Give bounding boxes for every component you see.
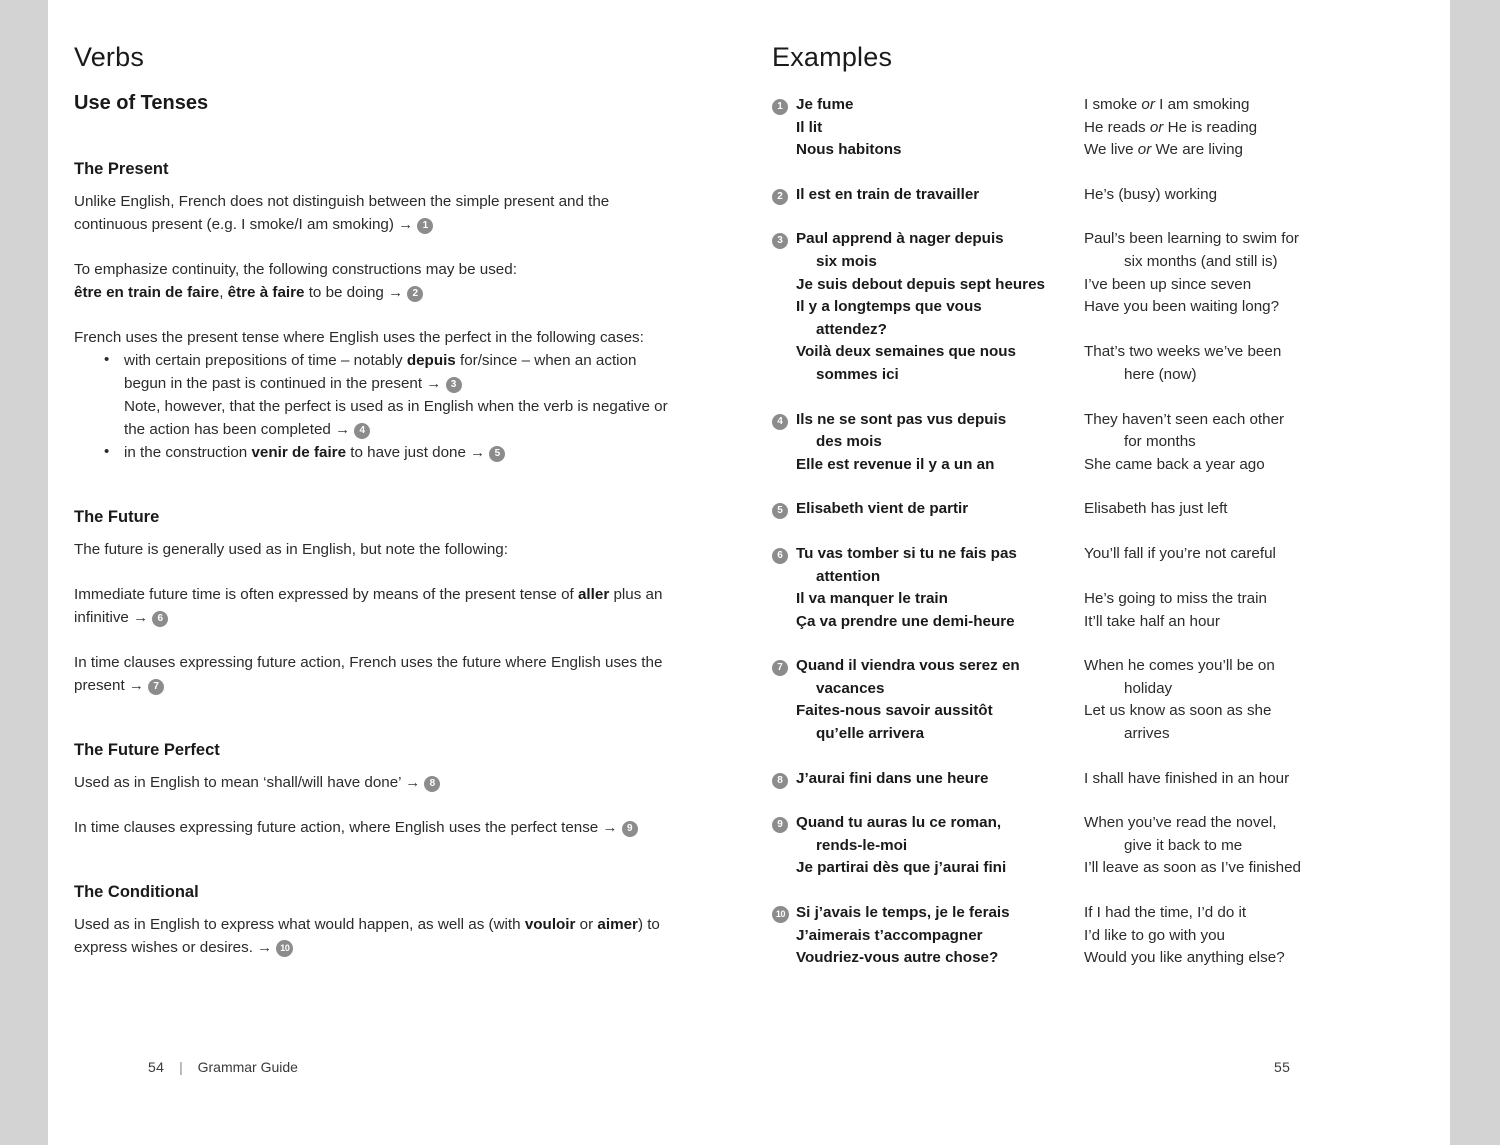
- example-rows: [796, 498, 1372, 521]
- example-english: Paul’s been learning to swim for: [1084, 230, 1299, 248]
- example-french: rends-le-moi: [816, 836, 908, 854]
- example-english: That’s two weeks we’ve been: [1084, 343, 1282, 361]
- example-rows: [796, 184, 1372, 207]
- arrow-icon: →: [398, 216, 414, 233]
- example-row: [796, 364, 1372, 387]
- example-group-8: [772, 768, 1372, 791]
- page-title: Verbs: [74, 42, 145, 72]
- example-badge-10: 10: [772, 906, 789, 923]
- paragraph-futperf-p2: In time clauses expressing future action, where English uses the perfect tense → 9: [74, 816, 674, 839]
- example-rows: [796, 409, 1372, 477]
- example-french: des mois: [816, 433, 882, 451]
- example-english: I smoke or I am smoking: [1084, 96, 1250, 113]
- example-badge-cell: [772, 905, 796, 923]
- example-french: vacances: [816, 679, 885, 697]
- example-french: Je partirai dès que j’aurai fini: [796, 859, 1007, 877]
- example-french: Paul apprend à nager depuis: [796, 230, 1004, 248]
- example-group-7: [772, 655, 1372, 745]
- example-row: [796, 925, 1372, 948]
- example-row: [796, 454, 1372, 477]
- emphasis-term: être à faire: [227, 284, 305, 301]
- paragraph-future-p2: Immediate future time is often expressed by means of the present tense of aller plus an infinitive → 6: [74, 586, 663, 626]
- reference-badge-7: 7: [148, 679, 164, 695]
- example-english: He’s going to miss the train: [1084, 590, 1267, 608]
- example-rows: [796, 768, 1372, 791]
- example-english: I’ve been up since seven: [1084, 275, 1252, 293]
- example-french: Il est en train de travailler: [796, 185, 980, 203]
- example-badge-5: 5: [772, 503, 788, 519]
- example-row: [796, 319, 1372, 342]
- example-badge-cell: [772, 231, 796, 249]
- examples-list: [772, 94, 1372, 992]
- example-row: [796, 117, 1372, 140]
- example-french: Il va manquer le train: [796, 590, 948, 608]
- section-heading-4: The Conditional: [74, 883, 199, 901]
- footer-left: [148, 1059, 298, 1075]
- reference-badge-3: 3: [446, 377, 462, 393]
- paragraph-present-p3: French uses the present tense where English uses the perfect in the following cases:: [74, 329, 644, 346]
- example-badge-8: 8: [772, 773, 788, 789]
- left-page: [74, 0, 714, 1145]
- paragraph-present-p1: Unlike English, French does not distinguish between the simple present and the continuous present (e.g. I smoke/I am smoking) → 1: [74, 193, 610, 233]
- example-rows: [796, 228, 1372, 386]
- right-page: [772, 0, 1372, 1145]
- example-rows: [796, 543, 1372, 633]
- example-french: Faites-nous savoir aussitôt: [796, 702, 993, 720]
- emphasis-term: depuis: [406, 352, 456, 369]
- example-row: [796, 228, 1372, 251]
- example-row: [796, 139, 1372, 162]
- example-group-9: [772, 812, 1372, 880]
- bullet-item-present-b1: • with certain prepositions of time – notably depuis for/since – when an action begun in the past is continued in the present → 3 Note, however, that the perfect is used as in English when the verb is negative or the action has been completed → 4: [102, 349, 674, 441]
- example-french: Je suis debout depuis sept heures: [796, 275, 1045, 293]
- example-english: If I had the time, I’d do it: [1084, 904, 1247, 922]
- paragraph-future-p3: In time clauses expressing future action, French uses the future where English uses the present → 7: [74, 654, 663, 694]
- example-row: [796, 835, 1372, 858]
- example-french: Elisabeth vient de partir: [796, 500, 969, 518]
- example-english: He’s (busy) working: [1084, 185, 1218, 203]
- paragraph-futperf-p1: Used as in English to mean ‘shall/will have done’ → 8: [74, 771, 674, 794]
- example-english: When you’ve read the novel,: [1084, 814, 1277, 832]
- example-french: J’aurai fini dans une heure: [796, 769, 989, 787]
- emphasis-term: aller: [577, 586, 610, 603]
- example-badge-7: 7: [772, 660, 788, 676]
- example-english: give it back to me: [1124, 836, 1243, 854]
- example-group-6: [772, 543, 1372, 633]
- example-group-1: [772, 94, 1372, 162]
- example-english: When he comes you’ll be on: [1084, 657, 1275, 675]
- example-group-10: [772, 902, 1372, 970]
- emphasis-term: venir de faire: [251, 444, 347, 461]
- example-rows: [796, 94, 1372, 162]
- italic-text: or: [1149, 118, 1164, 136]
- section-heading-1: The Present: [74, 160, 169, 178]
- example-rows: [796, 902, 1372, 970]
- example-badge-3: 3: [772, 233, 788, 249]
- example-english: six months (and still is): [1124, 252, 1278, 270]
- example-row: [796, 947, 1372, 970]
- section-spacer: [74, 719, 674, 741]
- section-heading-3: The Future Perfect: [74, 741, 220, 759]
- example-rows: [796, 655, 1372, 745]
- footer-label: Grammar Guide: [197, 1059, 298, 1075]
- example-badge-cell: [772, 815, 796, 833]
- example-row: [796, 812, 1372, 835]
- example-english: I’d like to go with you: [1084, 926, 1225, 944]
- example-english: We live or We are living: [1084, 141, 1243, 159]
- example-english: They haven’t seen each other: [1084, 410, 1285, 428]
- example-row: [796, 543, 1372, 566]
- left-page-body: [74, 160, 674, 981]
- arrow-icon: →: [426, 375, 442, 392]
- paragraph-cond-p1: Used as in English to express what would happen, as well as (with vouloir or aimer) to express wishes or desires. → 10: [74, 916, 660, 956]
- reference-badge-4: 4: [354, 423, 370, 439]
- footer-right: [1274, 1059, 1290, 1075]
- paragraph-future-p1: The future is generally used as in English, but note the following:: [74, 541, 508, 558]
- example-english: It’ll take half an hour: [1084, 612, 1220, 630]
- example-row: [796, 902, 1372, 925]
- example-row: [796, 566, 1372, 589]
- example-french: Ça va prendre une demi-heure: [796, 612, 1015, 630]
- emphasis-term: vouloir: [524, 916, 576, 933]
- example-french: Ils ne se sont pas vus depuis: [796, 410, 1007, 428]
- example-row: [796, 611, 1372, 634]
- example-badge-2: 2: [772, 189, 788, 205]
- reference-badge-10: 10: [276, 940, 293, 957]
- paragraph-present-p2: To emphasize continuity, the following constructions may be used:: [74, 261, 517, 278]
- example-badge-cell: [772, 771, 796, 789]
- arrow-icon: →: [128, 677, 144, 694]
- example-badge-cell: [772, 546, 796, 564]
- example-french: sommes ici: [816, 365, 899, 383]
- example-french: Elle est revenue il y a un an: [796, 455, 995, 473]
- reference-badge-6: 6: [152, 611, 168, 627]
- example-row: [796, 700, 1372, 723]
- arrow-icon: →: [388, 284, 404, 301]
- footer-separator: |: [179, 1059, 183, 1075]
- arrow-icon: →: [133, 609, 149, 626]
- example-row: [796, 409, 1372, 432]
- example-badge-cell: [772, 187, 796, 205]
- example-french: Quand tu auras lu ce roman,: [796, 814, 1002, 832]
- example-badge-cell: [772, 658, 796, 676]
- reference-badge-9: 9: [622, 821, 638, 837]
- reference-badge-2: 2: [407, 286, 423, 302]
- section-spacer: [74, 861, 674, 883]
- example-rows: [796, 812, 1372, 880]
- example-row: [796, 723, 1372, 746]
- example-french: six mois: [816, 252, 877, 270]
- arrow-icon: →: [335, 421, 351, 438]
- example-french: Il y a longtemps que vous: [796, 298, 982, 316]
- example-english: Let us know as soon as she: [1084, 702, 1272, 720]
- example-french: Voilà deux semaines que nous: [796, 343, 1017, 361]
- page-gutter-left: [0, 0, 48, 1145]
- section-heading-2: The Future: [74, 508, 160, 526]
- example-english: Have you been waiting long?: [1084, 298, 1280, 316]
- example-english: I’ll leave as soon as I’ve finished: [1084, 859, 1301, 877]
- emphasis-term: être en train de faire: [74, 284, 220, 301]
- bullet-list-1: [74, 349, 674, 464]
- example-english: arrives: [1124, 725, 1170, 743]
- example-badge-cell: [772, 501, 796, 519]
- example-row: [796, 341, 1372, 364]
- footer-page-number: 54: [148, 1059, 165, 1075]
- example-french: Il lit: [796, 118, 823, 136]
- emphasis-term: aimer: [597, 916, 638, 933]
- example-english: You’ll fall if you’re not careful: [1084, 544, 1276, 562]
- example-row: [796, 857, 1372, 880]
- arrow-icon: →: [405, 774, 421, 791]
- example-badge-4: 4: [772, 414, 788, 430]
- example-row: [796, 431, 1372, 454]
- examples-title: Examples: [772, 42, 893, 72]
- example-badge-6: 6: [772, 548, 788, 564]
- example-english: She came back a year ago: [1084, 455, 1265, 473]
- example-french: J’aimerais t’accompagner: [796, 926, 983, 944]
- italic-text: or: [1137, 141, 1152, 159]
- example-french: Quand il viendra vous serez en: [796, 657, 1020, 675]
- example-english: He reads or He is reading: [1084, 118, 1258, 136]
- example-row: [796, 498, 1372, 521]
- example-group-2: [772, 184, 1372, 207]
- arrow-icon: →: [602, 819, 618, 836]
- example-row: [796, 678, 1372, 701]
- paragraph-present-p2b: être en train de faire, être à faire to be doing → 2: [74, 281, 674, 304]
- reference-badge-8: 8: [424, 776, 440, 792]
- example-row: [796, 251, 1372, 274]
- page-subtitle: Use of Tenses: [74, 92, 209, 114]
- example-row: [796, 184, 1372, 207]
- example-row: [796, 768, 1372, 791]
- example-french: attention: [816, 567, 881, 585]
- footer-page-number-right: 55: [1274, 1059, 1291, 1075]
- example-row: [796, 274, 1372, 297]
- arrow-icon: →: [470, 444, 486, 461]
- example-french: Si j’avais le temps, je le ferais: [796, 904, 1010, 922]
- example-group-4: [772, 409, 1372, 477]
- example-group-5: [772, 498, 1372, 521]
- section-spacer: [74, 486, 674, 508]
- reference-badge-5: 5: [489, 446, 505, 462]
- example-badge-1: 1: [772, 99, 788, 115]
- example-english: for months: [1124, 433, 1196, 451]
- example-row: [796, 588, 1372, 611]
- page-gutter-right: [1450, 0, 1500, 1145]
- example-english: Elisabeth has just left: [1084, 500, 1228, 518]
- example-row: [796, 94, 1372, 117]
- example-french: Tu vas tomber si tu ne fais pas: [796, 544, 1017, 562]
- bullet-item-present-b2: • in the construction venir de faire to have just done → 5: [102, 441, 674, 464]
- reference-badge-1: 1: [417, 218, 433, 234]
- example-badge-cell: [772, 97, 796, 115]
- example-badge-cell: [772, 412, 796, 430]
- example-english: Would you like anything else?: [1084, 949, 1285, 967]
- italic-text: or: [1141, 96, 1155, 113]
- arrow-icon: →: [257, 939, 273, 956]
- example-french: Voudriez-vous autre chose?: [796, 949, 999, 967]
- example-french: Je fume: [796, 96, 854, 113]
- example-french: Nous habitons: [796, 141, 902, 159]
- example-badge-9: 9: [772, 817, 788, 833]
- example-french: qu’elle arrivera: [816, 725, 925, 743]
- example-french: attendez?: [816, 320, 887, 338]
- example-group-3: [772, 228, 1372, 386]
- example-row: [796, 655, 1372, 678]
- example-row: [796, 296, 1372, 319]
- example-english: here (now): [1124, 365, 1197, 383]
- example-english: I shall have finished in an hour: [1084, 769, 1290, 787]
- example-english: holiday: [1124, 679, 1173, 697]
